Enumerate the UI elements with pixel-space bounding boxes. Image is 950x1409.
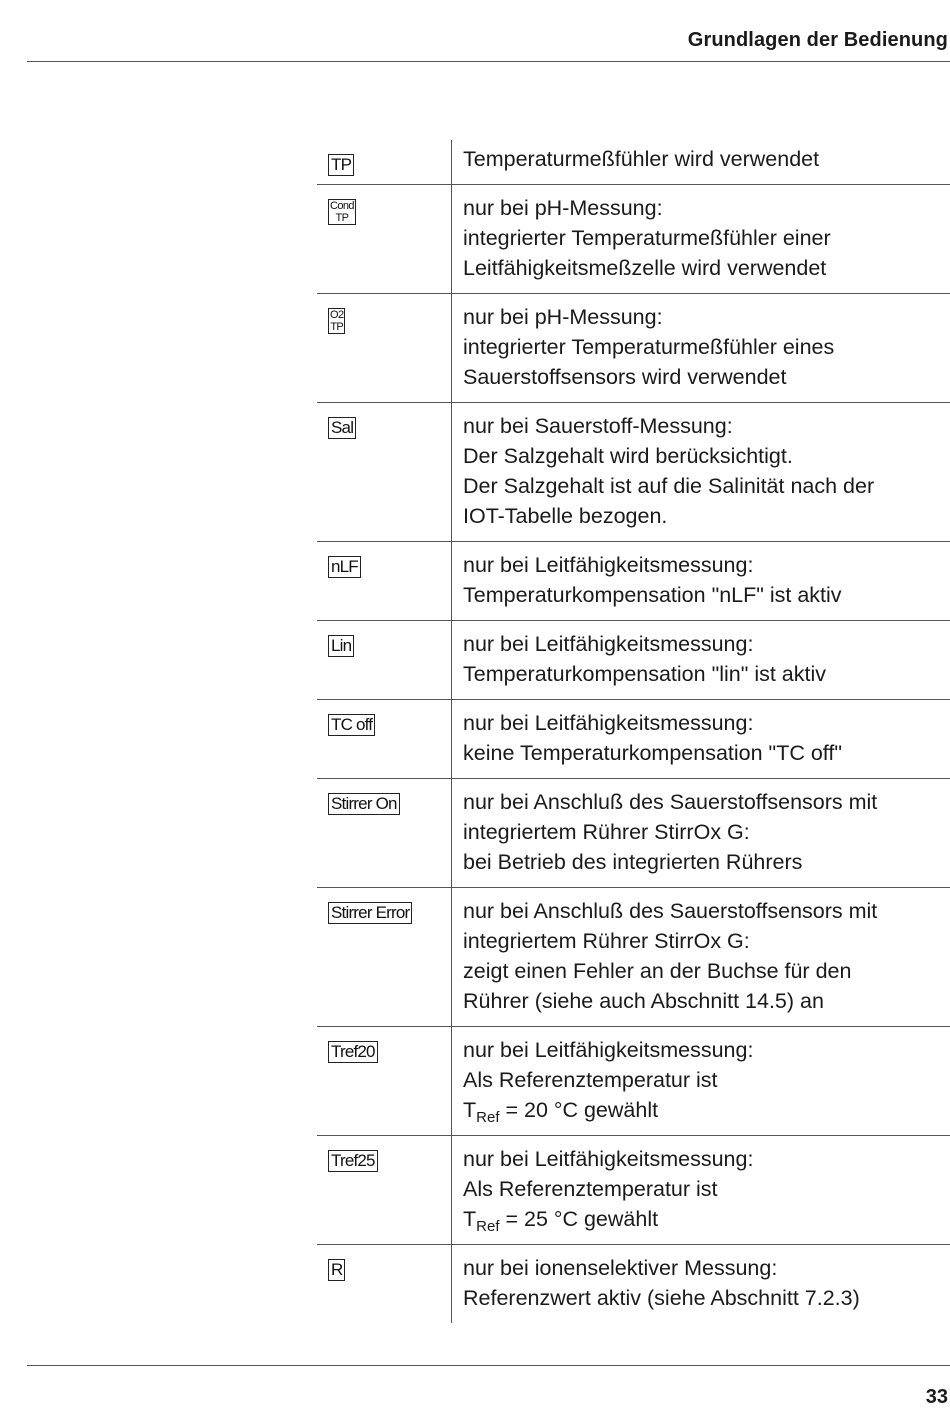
symbol-cell — [317, 403, 452, 541]
description-cell — [452, 542, 950, 620]
table-row — [317, 699, 950, 778]
description-cell — [452, 185, 950, 293]
symbol-cell — [317, 1245, 452, 1323]
tref20-symbol-icon — [328, 1041, 378, 1063]
description-line: Leitfähigkeitsmeßzelle wird verwendet — [463, 256, 827, 280]
description-cell — [452, 779, 950, 887]
symbol-text: Stirrer Error — [331, 903, 410, 922]
sal-symbol-icon — [328, 417, 356, 439]
table-row — [317, 1244, 950, 1323]
description-line: nur bei pH-Messung: — [463, 196, 663, 220]
formula-symbol: T — [463, 1207, 477, 1231]
table-row — [317, 887, 950, 1026]
description-line: bei Betrieb des integrierten Rührers — [463, 850, 803, 874]
description-line: nur bei Sauerstoff-Messung: — [463, 414, 733, 438]
description-line: nur bei pH-Messung: — [463, 305, 663, 329]
r-symbol-icon — [328, 1259, 345, 1281]
symbol-cell — [317, 140, 452, 184]
display-symbol-table — [317, 140, 950, 1323]
tref25-symbol-icon — [328, 1150, 378, 1172]
formula-value: = 20 °C gewählt — [499, 1098, 659, 1122]
tc-off-symbol-icon — [328, 714, 375, 736]
stirrer-error-symbol-icon — [328, 902, 412, 924]
symbol-cell — [317, 779, 452, 887]
lin-symbol-icon — [328, 635, 354, 657]
description-line: Als Referenztemperatur ist — [463, 1177, 718, 1201]
description-line: Der Salzgehalt wird berücksichtigt. — [463, 444, 793, 468]
description-cell — [452, 294, 950, 402]
header-divider — [27, 61, 950, 62]
description-cell — [452, 888, 950, 1026]
description-line: zeigt einen Fehler an der Buchse für den — [463, 959, 852, 983]
symbol-text: Tref25 — [331, 1151, 375, 1170]
symbol-text: Sal — [331, 418, 354, 437]
table-row — [317, 402, 950, 541]
table-row — [317, 140, 950, 184]
stirrer-on-symbol-icon — [328, 793, 400, 815]
description-cell — [452, 621, 950, 699]
description-line: nur bei Anschluß des Sauerstoffsensors mit — [463, 899, 878, 923]
symbol-text: Cond — [330, 200, 354, 212]
symbol-text: Tref20 — [331, 1042, 375, 1061]
symbol-text: TP — [335, 212, 349, 224]
table-row — [317, 620, 950, 699]
symbol-text: Stirrer On — [331, 794, 397, 813]
tp-symbol-icon — [328, 154, 354, 176]
description-cell — [452, 1027, 950, 1135]
description-line: nur bei Anschluß des Sauerstoffsensors mit — [463, 790, 878, 814]
table-row — [317, 293, 950, 402]
formula-symbol: T — [463, 1098, 477, 1122]
reference-temperature-formula — [463, 1204, 950, 1234]
table-row — [317, 541, 950, 620]
table-row — [317, 778, 950, 887]
symbol-cell — [317, 621, 452, 699]
description-line: integriertem Rührer StirrOx G: — [463, 820, 750, 844]
table-row — [317, 1026, 950, 1135]
description-line: Temperaturkompensation "lin" ist aktiv — [463, 662, 827, 686]
description-line: Der Salzgehalt ist auf die Salinität nach der — [463, 474, 875, 498]
symbol-text: R — [331, 1260, 343, 1279]
description-line: Temperaturkompensation "nLF" ist aktiv — [463, 583, 842, 607]
symbol-cell — [317, 1136, 452, 1244]
description-line: Referenzwert aktiv (siehe Abschnitt 7.2.3) — [463, 1286, 860, 1310]
description-line: integrierter Temperaturmeßfühler eines — [463, 335, 835, 359]
footer-divider — [27, 1365, 950, 1366]
description-line: Temperaturmeßfühler wird verwendet — [463, 147, 820, 171]
description-cell — [452, 403, 950, 541]
description-line: Als Referenztemperatur ist — [463, 1068, 718, 1092]
symbol-text: TC off — [331, 715, 373, 734]
description-line: IOT-Tabelle bezogen. — [463, 504, 668, 528]
description-line: integriertem Rührer StirrOx G: — [463, 929, 750, 953]
description-line: Sauerstoffsensors wird verwendet — [463, 365, 787, 389]
symbol-cell — [317, 542, 452, 620]
description-line: nur bei Leitfähigkeitsmessung: — [463, 632, 754, 656]
description-line: nur bei Leitfähigkeitsmessung: — [463, 553, 754, 577]
description-line: integrierter Temperaturmeßfühler einer — [463, 226, 831, 250]
symbol-cell — [317, 1027, 452, 1135]
reference-temperature-formula — [463, 1095, 950, 1125]
table-row — [317, 1135, 950, 1244]
symbol-text: TP — [330, 321, 344, 333]
formula-subscript: Ref — [476, 1218, 500, 1235]
page-number: 33 — [925, 1386, 948, 1408]
symbol-text: TP — [331, 155, 352, 174]
nlf-symbol-icon — [328, 556, 361, 578]
formula-subscript: Ref — [476, 1109, 500, 1126]
symbol-text: nLF — [331, 557, 358, 576]
symbol-cell — [317, 185, 452, 293]
description-line: keine Temperaturkompensation "TC off" — [463, 741, 842, 765]
table-row — [317, 184, 950, 293]
description-cell — [452, 1136, 950, 1244]
symbol-cell — [317, 700, 452, 778]
symbol-cell — [317, 294, 452, 402]
page-header-title: Grundlagen der Bedienung — [687, 29, 948, 51]
symbol-text: O2 — [330, 309, 344, 321]
symbol-text: Lin — [331, 636, 352, 655]
description-line: nur bei Leitfähigkeitsmessung: — [463, 1038, 754, 1062]
cond-tp-symbol-icon — [328, 199, 356, 225]
o2-tp-symbol-icon — [328, 308, 345, 334]
description-cell — [452, 700, 950, 778]
description-cell — [452, 140, 950, 184]
description-line: nur bei Leitfähigkeitsmessung: — [463, 1147, 754, 1171]
description-line: Rührer (siehe auch Abschnitt 14.5) an — [463, 989, 824, 1013]
formula-value: = 25 °C gewählt — [499, 1207, 659, 1231]
description-cell — [452, 1245, 950, 1323]
description-line: nur bei ionenselektiver Messung: — [463, 1256, 778, 1280]
symbol-cell — [317, 888, 452, 1026]
description-line: nur bei Leitfähigkeitsmessung: — [463, 711, 754, 735]
